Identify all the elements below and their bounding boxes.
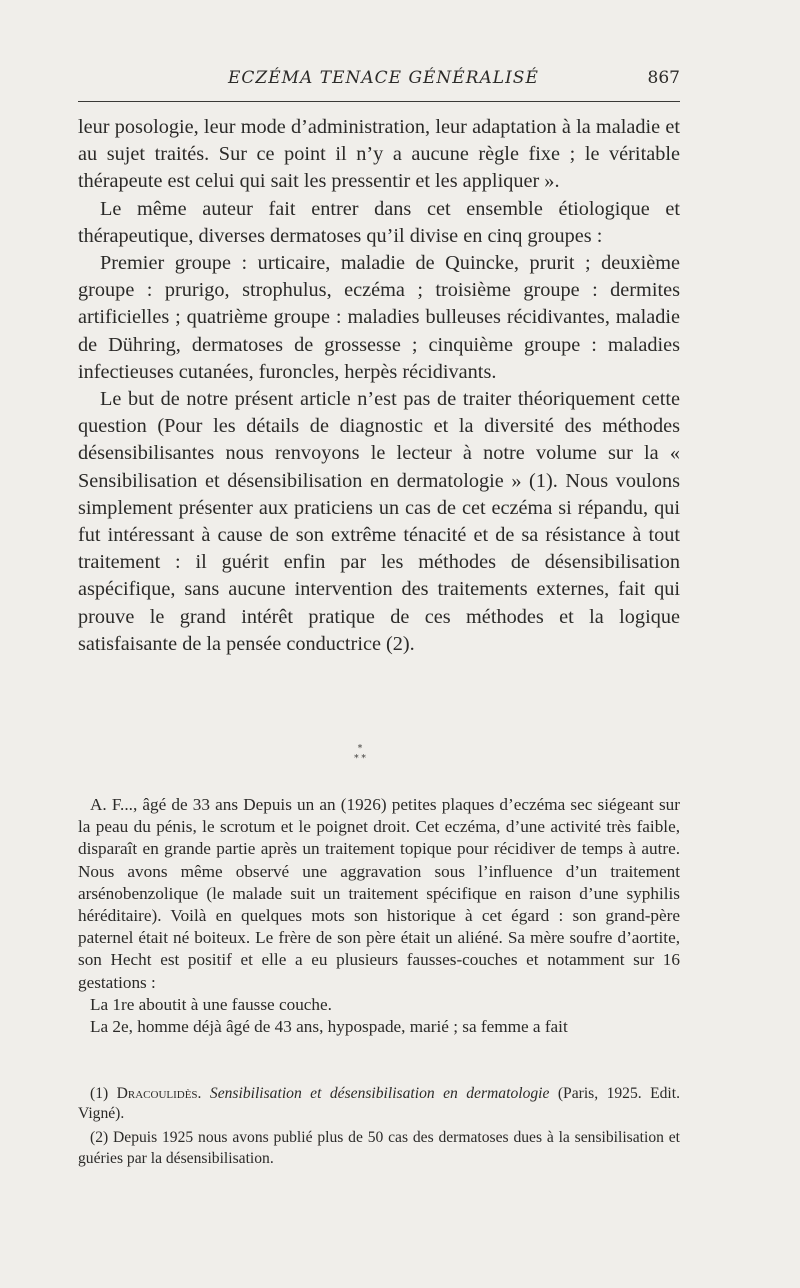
running-title: ECZÉMA TENACE GÉNÉRALISÉ	[228, 68, 539, 88]
paragraph: Le même auteur fait entrer dans cet ensemble étiologique et thérapeutique, diverses dermatoses qu’il divise en cinq groupes :	[78, 197, 680, 247]
paragraph: Premier groupe : urticaire, maladie de Quincke, prurit ; deuxième groupe : prurigo, strophulus, eczéma ; troisième groupe : dermites artificielles ; quatrième groupe : maladies bulleuses récidivantes, maladie de Dühring, dermatoses de grossesse ; cinquième groupe : maladies infectieuses cutanées, furoncles, herpès récidivants.	[78, 252, 680, 383]
paragraph: leur posologie, leur mode d’administration, leur adaptation à la maladie et au sujet traités. Sur ce point il n’y a aucune règle fixe ; le véritable thérapeute est celui qui sait les pressentir et les appliquer ».	[78, 116, 680, 193]
page-header	[78, 68, 680, 94]
footnote-author: Dracoulidès.	[116, 1085, 202, 1102]
case-report	[78, 794, 680, 1038]
header-rule	[78, 101, 680, 102]
case-paragraph: La 2e, homme déjà âgé de 43 ans, hypospade, marié ; sa femme a fait	[90, 1017, 568, 1037]
footnote-number: (1)	[90, 1085, 117, 1102]
footnote-1	[78, 1084, 680, 1124]
asterism-top: *	[357, 744, 363, 754]
main-text	[78, 114, 680, 658]
footnote-publication: (Paris, 1925. Edit. Vigné).	[78, 1085, 680, 1123]
footnote-title: Sensibilisation et désensibilisation en dermatologie	[209, 1085, 550, 1102]
case-paragraph: A. F..., âgé de 33 ans Depuis un an (1926) petites plaques d’eczéma sec siégeant sur la peau du pénis, le scrotum et le poignet droit. Cet eczéma, d’une activité très faible, disparaît en grande partie après un traitement topique pour récidiver de temps à autre. Nous avons même observé une aggravation sous l’influence d’un traitement arsénobenzolique (le malade suit un traitement spécifique en raison d’une syphilis héréditaire). Voilà en quelques mots son historique à cet égard : son grand-père paternel était né boiteux. Le frère de son père était un aliéné. Sa mère soufre d’aortite, son Hecht est positif et elle a eu plusieurs fausses-couches et notamment sur 16 gestations :	[78, 795, 680, 992]
asterism	[330, 744, 390, 764]
asterism-bottom: * *	[354, 754, 366, 764]
footnote-2: (2) Depuis 1925 nous avons publié plus de 50 cas des dermatoses dues à la sensibilisation et guéries par la désensibilisation.	[78, 1129, 680, 1167]
footnotes	[78, 1084, 680, 1173]
paragraph: Le but de notre présent article n’est pas de traiter théoriquement cette question (Pour les détails de diagnostic et la diversité des méthodes désensibilisantes nous renvoyons le lecteur à notre volume sur la « Sensibilisation et désensibilisation en dermatologie » (1). Nous voulons simplement présenter aux praticiens un cas de cet eczéma si répandu, qui fut intéressant à cause de son extrême ténacité et de sa résistance à tout traitement : il guérit enfin par les méthodes de désensibilisation aspécifique, sans aucune intervention des traitements externes, fait qui prouve le grand intérêt pratique de ces méthodes et la logique satisfaisante de la pensée conductrice (2).	[78, 388, 680, 655]
case-paragraph: La 1re aboutit à une fausse couche.	[90, 994, 332, 1014]
page-number: 867	[647, 68, 680, 88]
